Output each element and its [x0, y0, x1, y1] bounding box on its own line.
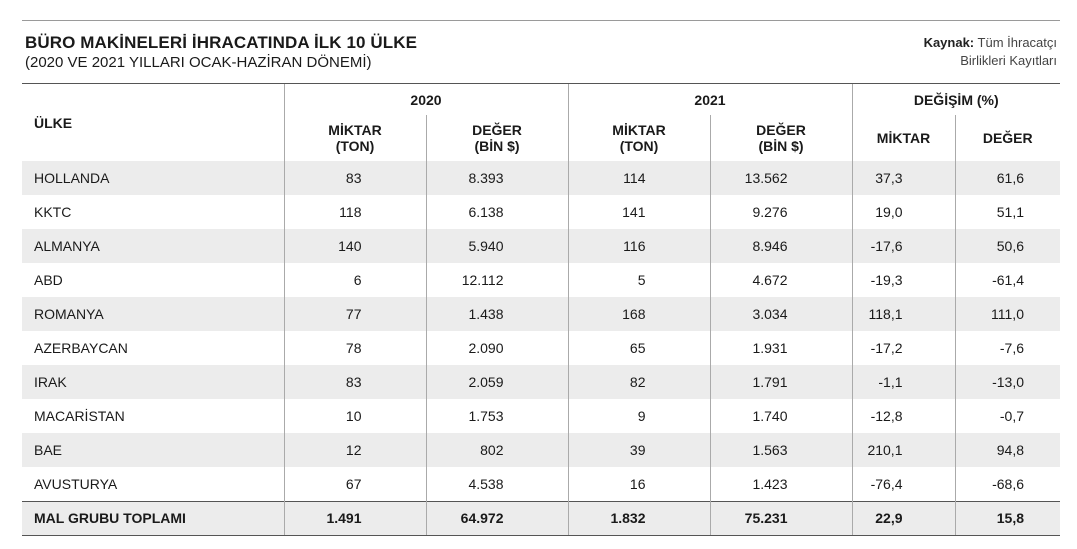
- cell-change-deger: 94,8: [955, 433, 1060, 467]
- cell-deger-2021: 8.946: [710, 229, 852, 263]
- subheader-miktar-change: MİKTAR: [852, 115, 955, 161]
- cell-change-deger: -13,0: [955, 365, 1060, 399]
- cell-change-miktar: -17,6: [852, 229, 955, 263]
- cell-change-miktar: -1,1: [852, 365, 955, 399]
- cell-miktar-2021: 82: [568, 365, 710, 399]
- cell-miktar-2021: 9: [568, 399, 710, 433]
- cell-country: MAL GRUBU TOPLAMI: [22, 501, 284, 535]
- table-row: [22, 467, 1060, 501]
- cell-miktar-2021: 5: [568, 263, 710, 297]
- cell-deger-2020: 1.753: [426, 399, 568, 433]
- cell-country: ABD: [34, 272, 63, 288]
- cell-deger-2021: 9.276: [710, 195, 852, 229]
- page-title: BÜRO MAKİNELERİ İHRACATINDA İLK 10 ÜLKE: [25, 33, 418, 52]
- cell-deger-2020: 1.438: [426, 297, 568, 331]
- total-row: [22, 501, 1060, 535]
- cell-deger-2020: 64.972: [426, 501, 568, 535]
- table-row: [22, 433, 1060, 467]
- cell-country: BAE: [22, 433, 284, 467]
- cell-miktar-2021: 39: [568, 433, 710, 467]
- table-row: [22, 161, 1060, 195]
- table-row: [22, 297, 1060, 331]
- cell-deger-2021: 13.562: [710, 161, 852, 195]
- subheader-deger-2020: DEĞER (BİN $): [426, 115, 568, 161]
- cell-miktar-2021: 141: [568, 195, 710, 229]
- cell-change-miktar: 118,1: [852, 297, 955, 331]
- cell-change-deger: 15,8: [955, 501, 1060, 535]
- cell-miktar-2020: 78: [284, 331, 426, 365]
- cell-deger-2020: 5.940: [426, 229, 568, 263]
- cell-change-deger: -68,6: [955, 467, 1060, 501]
- cell-deger-2021: 1.931: [710, 331, 852, 365]
- cell-deger-2020: 802: [426, 433, 568, 467]
- cell-change-deger: 111,0: [955, 297, 1060, 331]
- cell-change-miktar: 19,0: [852, 195, 955, 229]
- cell-change-deger: 61,6: [955, 161, 1060, 195]
- cell-miktar-2020: 140: [284, 229, 426, 263]
- cell-deger-2020: 4.538: [426, 467, 568, 501]
- group-header-2021: 2021: [568, 84, 852, 116]
- table-row: [22, 195, 1060, 229]
- subheader-deger-2021: DEĞER (BİN $): [710, 115, 852, 161]
- export-table: [22, 83, 1060, 536]
- cell-change-miktar: 22,9: [852, 501, 955, 535]
- cell-country: IRAK: [22, 365, 284, 399]
- cell-miktar-2021: 168: [568, 297, 710, 331]
- cell-miktar-2020: 10: [284, 399, 426, 433]
- cell-change-miktar: -76,4: [852, 467, 955, 501]
- cell-country: MACARİSTAN: [34, 408, 125, 424]
- table-row: [22, 365, 1060, 399]
- header-row-groups: [22, 84, 1060, 116]
- cell-deger-2021: 4.672: [710, 263, 852, 297]
- source-line2: Birlikleri Kayıtları: [960, 53, 1057, 68]
- cell-deger-2021: 1.740: [710, 399, 852, 433]
- cell-miktar-2020: 83: [284, 161, 426, 195]
- cell-change-deger: -61,4: [955, 263, 1060, 297]
- cell-deger-2020: 12.112: [426, 263, 568, 297]
- table-row: [22, 229, 1060, 263]
- cell-change-miktar: -17,2: [852, 331, 955, 365]
- cell-change-miktar: -19,3: [852, 263, 955, 297]
- cell-deger-2021: 75.231: [710, 501, 852, 535]
- cell-miktar-2021: 114: [568, 161, 710, 195]
- cell-deger-2021: 1.791: [710, 365, 852, 399]
- cell-miktar-2020: 83: [284, 365, 426, 399]
- cell-deger-2021: 3.034: [710, 297, 852, 331]
- cell-change-miktar: 37,3: [852, 161, 955, 195]
- cell-miktar-2020: 6: [284, 263, 426, 297]
- source-note: [924, 34, 1057, 70]
- cell-country: ALMANYA: [22, 229, 284, 263]
- cell-deger-2020: 6.138: [426, 195, 568, 229]
- group-header-2020: 2020: [284, 84, 568, 116]
- source-label: Kaynak:: [923, 35, 975, 50]
- subheader-deger-change: DEĞER: [955, 115, 1060, 161]
- cell-miktar-2020: 1.491: [284, 501, 426, 535]
- top-rule: [22, 20, 1060, 21]
- cell-miktar-2021: 16: [568, 467, 710, 501]
- cell-country: KKTC: [34, 204, 72, 220]
- cell-miktar-2020: 67: [284, 467, 426, 501]
- cell-change-deger: -7,6: [955, 331, 1060, 365]
- country-header: ÜLKE: [22, 84, 284, 162]
- cell-country: ROMANYA: [22, 297, 284, 331]
- cell-deger-2020: 2.059: [426, 365, 568, 399]
- cell-change-miktar: -12,8: [852, 399, 955, 433]
- group-header-change: DEĞİŞİM (%): [852, 84, 1060, 116]
- subheader-miktar-2021: MİKTAR (TON): [568, 115, 710, 161]
- subheader-miktar-2020: MİKTAR (TON): [284, 115, 426, 161]
- cell-miktar-2021: 65: [568, 331, 710, 365]
- page-subtitle: (2020 VE 2021 YILLARI OCAK-HAZİRAN DÖNEMİ): [25, 54, 372, 71]
- source-line1: Tüm İhracatçı: [977, 35, 1057, 50]
- cell-deger-2020: 2.090: [426, 331, 568, 365]
- table-row: [22, 399, 1060, 433]
- cell-country: AVUSTURYA: [34, 475, 118, 492]
- table-row: [22, 263, 1060, 297]
- cell-change-deger: -0,7: [955, 399, 1060, 433]
- cell-deger-2021: 1.423: [710, 467, 852, 501]
- cell-change-deger: 50,6: [955, 229, 1060, 263]
- cell-miktar-2020: 118: [284, 195, 426, 229]
- cell-miktar-2021: 116: [568, 229, 710, 263]
- cell-country: AZERBAYCAN: [34, 340, 128, 356]
- table-row: [22, 331, 1060, 365]
- cell-deger-2021: 1.563: [710, 433, 852, 467]
- cell-deger-2020: 8.393: [426, 161, 568, 195]
- cell-miktar-2021: 1.832: [568, 501, 710, 535]
- cell-change-miktar: 210,1: [852, 433, 955, 467]
- cell-country: HOLLANDA: [22, 161, 284, 195]
- cell-miktar-2020: 77: [284, 297, 426, 331]
- cell-change-deger: 51,1: [955, 195, 1060, 229]
- cell-miktar-2020: 12: [284, 433, 426, 467]
